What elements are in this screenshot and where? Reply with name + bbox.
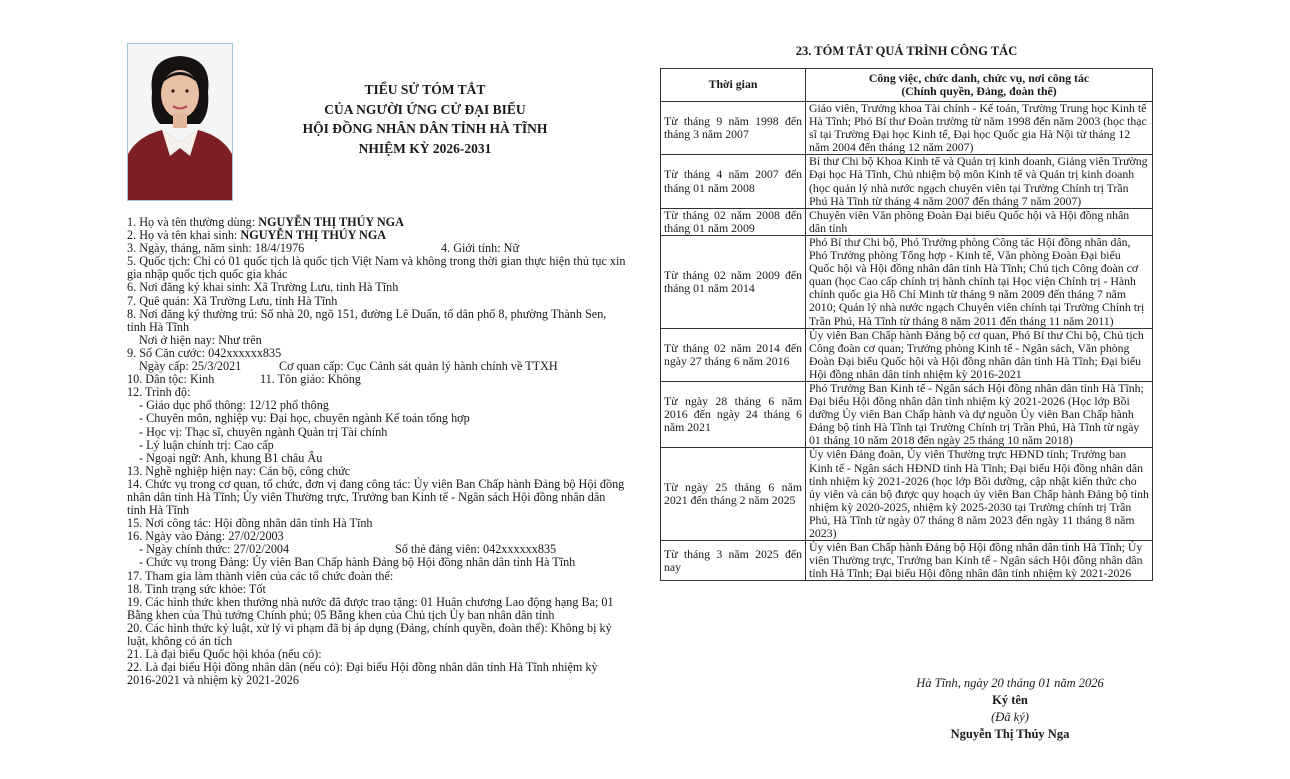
row-time: Từ tháng 9 năm 1998 đến tháng 3 năm 2007 bbox=[661, 102, 806, 155]
bio-discipline: 20. Các hình thức kỷ luật, xử lý vi phạm đã bị áp dụng (Đảng, chính quyền, đoàn thể): Không bị kỷ luật, không có án tích bbox=[127, 620, 612, 648]
bio-birthdate: 3. Ngày, tháng, năm sinh: 18/4/1976 bbox=[127, 241, 305, 256]
bio-party-official-date: - Ngày chính thức: 27/02/2004 bbox=[139, 542, 290, 557]
row-description: Ủy viên Ban Chấp hành Đảng bộ cơ quan, Phó Bí thư Chi bộ, Chủ tịch Công đoàn cơ quan; Trưởng phòng Kinh tế - Ngân sách, Văn phòng Đoàn Đại biểu Quốc hội và Hội đồng nhân dân tỉnh Hà Tĩnh; Đại biểu Hội đồng nhân dân tỉnh nhiệm kỳ 2016-2021 bbox=[806, 328, 1153, 381]
table-row bbox=[661, 155, 1153, 208]
row-time: Từ tháng 02 năm 2008 đến tháng 01 năm 2009 bbox=[661, 208, 806, 235]
row-time: Từ ngày 25 tháng 6 năm 2021 đến tháng 2 năm 2025 bbox=[661, 448, 806, 541]
table-row bbox=[661, 541, 1153, 581]
column-header-duties-line2: (Chính quyền, Đảng, đoàn thể) bbox=[901, 84, 1057, 98]
work-history-title: 23. TÓM TẮT QUÁ TRÌNH CÔNG TÁC bbox=[795, 44, 1018, 58]
column-header-duties-line1: Công việc, chức danh, chức vụ, nơi công tác bbox=[868, 70, 1090, 85]
biography-section bbox=[127, 216, 627, 687]
title-line-3: HỘI ĐỒNG NHÂN DÂN TỈNH HÀ TĨNH bbox=[302, 121, 548, 136]
bio-education-major: - Chuyên môn, nghiệp vụ: Đại học, chuyên ngành Kế toán tổng hợp bbox=[139, 411, 470, 426]
bio-position: 14. Chức vụ trong cơ quan, tổ chức, đơn vị đang công tác: Ủy viên Ban Chấp hành Đảng bộ Hội đồng nhân dân tỉnh Hà Tĩnh; Ủy viên Thường trực, Trưởng ban Kinh tế - Ngân sách Hội đồng nhân dân tỉnh Hà Tĩnh bbox=[127, 476, 625, 518]
bio-party-join-date: 16. Ngày vào Đảng: 27/02/2003 bbox=[127, 529, 284, 544]
bio-common-name: 1. Họ và tên thường dùng: NGUYỄN THỊ THÚY NGA bbox=[127, 215, 404, 229]
bio-nationality: 5. Quốc tịch: Chỉ có 01 quốc tịch là quốc tịch Việt Nam và không trong thời gian thực hiện thủ tục xin gia nhập quốc tịch quốc gia khác bbox=[127, 254, 626, 282]
bio-council-delegate: 22. Là đại biểu Hội đồng nhân dân (nếu có): Đại biểu Hội đồng nhân dân tỉnh Hà Tĩnh nhiệm kỳ 2016-2021 và nhiệm kỳ 2021-2026 bbox=[127, 660, 598, 688]
table-row bbox=[661, 448, 1153, 541]
bio-health: 18. Tình trạng sức khỏe: Tốt bbox=[127, 581, 266, 596]
column-header-duties bbox=[806, 69, 1153, 102]
row-description: Phó Trưởng Ban Kinh tế - Ngân sách Hội đồng nhân dân tỉnh Hà Tĩnh; Đại biểu Hội đồng nhân dân tỉnh nhiệm kỳ 2021-2026 (Học lớp Bồi dưỡng Ủy viên Ban Chấp hành và dự nguồn Ủy viên Ban Chấp hành Đảng bộ tỉnh Hà Tĩnh tại Trường Chính trị Trần Phú, Hà Tĩnh từ ngày 01 tháng 10 năm 2018 đến ngày 25 tháng 10 năm 2018) bbox=[806, 381, 1153, 447]
table-row bbox=[661, 102, 1153, 155]
title-line-4: NHIỆM KỲ 2026-2031 bbox=[358, 140, 492, 156]
row-time: Từ tháng 02 năm 2014 đến ngày 27 tháng 6 năm 2016 bbox=[661, 328, 806, 381]
column-header-time: Thời gian bbox=[661, 69, 806, 102]
title-line-1: TIỂU SỬ TÓM TẮT bbox=[364, 82, 486, 97]
bio-workplace: 15. Nơi công tác: Hội đồng nhân dân tỉnh Hà Tĩnh bbox=[127, 516, 373, 531]
bio-id-issuer: Cơ quan cấp: Cục Cảnh sát quản lý hành chính về TTXH bbox=[279, 359, 558, 374]
row-description: Ủy viên Ban Chấp hành Đảng bộ Hội đồng nhân dân tỉnh Hà Tĩnh; Ủy viên Thường trực, Trưởng ban Kinh tế - Ngân sách Hội đồng nhân dân tỉnh Hà Tĩnh; Đại biểu Hội đồng nhân dân tỉnh nhiệm kỳ 2021-2026 bbox=[806, 541, 1153, 581]
row-time: Từ tháng 4 năm 2007 đến tháng 01 năm 2008 bbox=[661, 155, 806, 208]
row-description: Bí thư Chi bộ Khoa Kinh tế và Quản trị kinh doanh, Giảng viên Trường Đại học Hà Tĩnh, Chủ nhiệm bộ môn Kinh tế và Quản trị kinh doanh (học quản lý nhà nước ngạch chuyên viên tại Trường Chính trị Trần Phú Hà Tĩnh từ tháng 4 năm 2007 đến tháng 7 năm 2007) bbox=[806, 155, 1153, 208]
bio-birth-name: 2. Họ và tên khai sinh: NGUYỄN THỊ THÚY NGA bbox=[127, 228, 387, 243]
bio-education-political: - Lý luận chính trị: Cao cấp bbox=[139, 437, 274, 452]
row-description: Phó Bí thư Chi bộ, Phó Trưởng phòng Công tác Hội đồng nhân dân, Phó Trưởng phòng Tổng hợp - Kinh tế, Văn phòng Đoàn Đại biểu Quốc hội và Hội đồng nhân dân tỉnh Hà Tĩnh; Chủ tịch Công đoàn cơ quan (học Cao cấp chính trị hành chính tại Học viện Chính trị - Hành chính quốc gia Hồ Chí Minh từ tháng 9 năm 2009 đến tháng 7 năm 2010; Quản lý nhà nước ngạch Chuyên viên chính tại Trường Chính trị Trần Phú, Hà Tĩnh từ tháng 8 năm 2011 đến tháng 11 năm 2011) bbox=[806, 235, 1153, 328]
table-row bbox=[661, 208, 1153, 235]
bio-education-language: - Ngoại ngữ: Anh, khung B1 châu Âu bbox=[139, 450, 323, 465]
bio-party-position: - Chức vụ trong Đảng: Ủy viên Ban Chấp hành Đảng bộ Hội đồng nhân dân tỉnh Hà Tĩnh bbox=[139, 555, 576, 570]
table-row bbox=[661, 235, 1153, 328]
bio-permanent-address: 8. Nơi đăng ký thường trú: Số nhà 20, ngõ 151, đường Lê Duẩn, tổ dân phố 8, phường Thành Sen, tỉnh Hà Tĩnh bbox=[127, 306, 607, 334]
portrait-image bbox=[128, 44, 232, 200]
bio-hometown: 7. Quê quán: Xã Trường Lưu, tỉnh Hà Tĩnh bbox=[127, 293, 338, 308]
bio-party-card: Số thẻ đảng viên: 042xxxxxx835 bbox=[395, 542, 557, 557]
bio-common-name-value: NGUYỄN THỊ THÚY NGA bbox=[258, 215, 404, 229]
bio-education: 12. Trình độ: bbox=[127, 385, 191, 400]
bio-awards: 19. Các hình thức khen thưởng nhà nước đã được trao tặng: 01 Huân chương Lao động hạng Ba; 01 Bằng khen của Thủ tướng Chính phủ; 05 Bằng khen của Chủ tịch Ủy ban nhân dân tỉnh bbox=[127, 594, 614, 622]
bio-birth-name-value: NGUYỄN THỊ THÚY NGA bbox=[240, 228, 387, 243]
work-history-header-row bbox=[661, 69, 1153, 102]
table-row bbox=[661, 328, 1153, 381]
bio-organizations: 17. Tham gia làm thành viên của các tổ chức đoàn thể: bbox=[127, 568, 394, 583]
row-description: Chuyên viên Văn phòng Đoàn Đại biểu Quốc hội và Hội đồng nhân dân tỉnh bbox=[806, 208, 1153, 235]
bio-current-address: Nơi ở hiện nay: Như trên bbox=[139, 332, 262, 347]
bio-education-degree: - Học vị: Thạc sĩ, chuyên ngành Quản trị Tài chính bbox=[139, 424, 388, 439]
portrait-photo bbox=[127, 43, 233, 201]
signature-place-date: Hà Tĩnh, ngày 20 tháng 01 năm 2026 bbox=[916, 676, 1104, 690]
bio-national-assembly: 21. Là đại biểu Quốc hội khóa (nếu có): bbox=[127, 647, 322, 662]
signature-signed-note: (Đã ký) bbox=[991, 710, 1029, 724]
table-row bbox=[661, 381, 1153, 447]
row-time: Từ ngày 28 tháng 6 năm 2016 đến ngày 24 tháng 6 năm 2021 bbox=[661, 381, 806, 447]
signature-label: Ký tên bbox=[992, 693, 1028, 707]
bio-id-issue-date: Ngày cấp: 25/3/2021 bbox=[139, 359, 242, 374]
row-time: Từ tháng 02 năm 2009 đến tháng 01 năm 2014 bbox=[661, 235, 806, 328]
bio-gender: 4. Giới tính: Nữ bbox=[441, 241, 520, 256]
bio-ethnic-religion bbox=[127, 373, 627, 386]
row-description: Giáo viên, Trưởng khoa Tài chính - Kế toán, Trường Trung học Kinh tế Hà Tĩnh; Phó Bí thư Đoàn trường từ năm 1998 đến năm 2003 (học thạc sĩ tại Trường Đại học Kinh tế, Đại học Quốc gia Hà Nội từ tháng 12 năm 2004 đến tháng 12 năm 2007) bbox=[806, 102, 1153, 155]
row-time: Từ tháng 3 năm 2025 đến nay bbox=[661, 541, 806, 581]
bio-education-general: - Giáo dục phổ thông: 12/12 phổ thông bbox=[139, 398, 329, 413]
title-line-2: CỦA NGƯỜI ỨNG CỬ ĐẠI BIỂU bbox=[324, 101, 526, 117]
signature-name: Nguyễn Thị Thúy Nga bbox=[950, 727, 1070, 741]
bio-birth-registration: 6. Nơi đăng ký khai sinh: Xã Trường Lưu, tỉnh Hà Tĩnh bbox=[127, 280, 399, 295]
bio-occupation: 13. Nghề nghiệp hiện nay: Cán bộ, công chức bbox=[127, 463, 351, 478]
row-description: Ủy viên Đảng đoàn, Ủy viên Thường trực HĐND tỉnh; Trưởng ban Kinh tế - Ngân sách HĐND tỉnh Hà Tĩnh; Đại biểu Hội đồng nhân dân tỉnh nhiệm kỳ 2021-2026 (học lớp Bồi dưỡng, cập nhật kiến thức cho ủy viên và cán bộ được quy hoạch ủy viên Ban Chấp hành Đảng bộ tỉnh nhiệm kỳ 2020-2025, nhiệm kỳ 2025-2030 tại Trường chính trị Trần Phú, Hà Tĩnh từ ngày 07 tháng 8 năm 2023 đến ngày 11 tháng 8 năm 2023) bbox=[806, 448, 1153, 541]
bio-id-number: 9. Số Căn cước: 042xxxxxx835 bbox=[127, 345, 282, 360]
document-title bbox=[250, 80, 600, 158]
bio-religion: 11. Tôn giáo: Không bbox=[260, 372, 361, 387]
bio-ethnicity: 10. Dân tộc: Kinh bbox=[127, 372, 215, 387]
work-history-table bbox=[660, 68, 1153, 581]
